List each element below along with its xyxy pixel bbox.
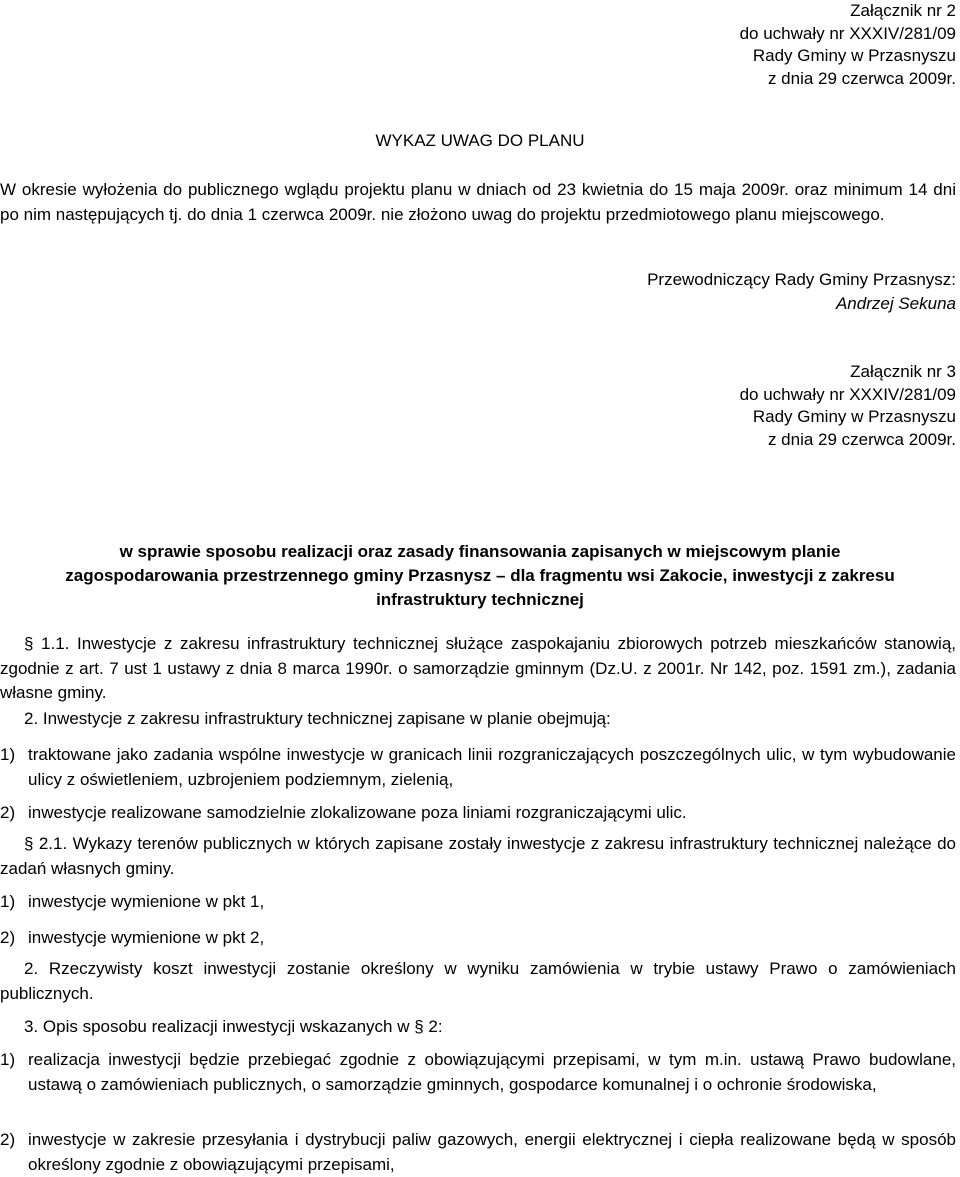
annex3-line-4: z dnia 29 czerwca 2009r. xyxy=(767,429,956,449)
annex3-heading: w sprawie sposobu realizacji oraz zasady finansowania zapisanych w miejscowym planie zagospodarowania przestrzennego gminy Przasnysz – dla fragmentu wsi Zakocie, inwestycji z zakresu infrastruktury technicznej xyxy=(65,542,895,609)
paragraph-2-3 xyxy=(0,1015,956,1040)
list-item-number: 1) xyxy=(0,745,16,764)
list-item-number: 2) xyxy=(0,803,16,822)
annex2-line-3: Rady Gminy w Przasnyszu xyxy=(752,46,956,65)
annex2-line-2: do uchwały nr XXXIV/281/09 xyxy=(739,23,956,43)
annex3-header xyxy=(0,361,956,451)
list-item-text: inwestycje wymienione w pkt 2, xyxy=(28,928,265,947)
paragraph-2-1 xyxy=(0,832,956,881)
paragraph-1-1-text: § 1.1. Inwestycje z zakresu infrastruktury technicznej służące zaspokajaniu zbiorowych potrzeb mieszkańców stanowią, zgodnie z art. 7 ust 1 ustawy z dnia 8 marca 1990r. o samorządzie gminnym (Dz.U. z 2001r. Nr 142, poz. 1591 zm.), zadania własne gminy. xyxy=(0,634,956,702)
annex2-header xyxy=(0,0,956,90)
paragraph-1-2-text: 2. Inwestycje z zakresu infrastruktury technicznej zapisane w planie obejmują: xyxy=(24,709,611,728)
list-item xyxy=(0,926,956,951)
paragraph-2-3-text: 3. Opis sposobu realizacji inwestycji wskazanych w § 2: xyxy=(24,1017,443,1036)
list-item-number: 1) xyxy=(0,1050,16,1069)
chairman-title: Przewodniczący Rady Gminy Przasnysz: xyxy=(647,270,956,289)
annex3-line-1: Załącznik nr 3 xyxy=(850,362,956,381)
list-item xyxy=(0,1048,956,1097)
list-item-number: 1) xyxy=(0,892,16,911)
chairman-signature: Andrzej Sekuna xyxy=(835,294,956,313)
paragraph-2-2-text: 2. Rzeczywisty koszt inwestycji zostanie określony w wyniku zamówienia w trybie ustawy Prawo o zamówieniach publicznych. xyxy=(0,959,956,1003)
annex2-line-4: z dnia 29 czerwca 2009r. xyxy=(767,68,956,88)
annex2-line-1: Załącznik nr 2 xyxy=(850,1,956,20)
list-item-text: traktowane jako zadania wspólne inwestycje w granicach linii rozgraniczających poszczególnych ulic, w tym wybudowanie ulicy z oświetleniem, uzbrojeniem podziemnym, zielenią, xyxy=(28,745,956,789)
paragraph-1-2 xyxy=(0,707,956,732)
paragraph-1-1 xyxy=(0,632,956,706)
annex2-title: WYKAZ UWAG DO PLANU xyxy=(375,131,585,150)
list-item-text: realizacja inwestycji będzie przebiegać zgodnie z obowiązującymi przepisami, w tym m.in. ustawą Prawo budowlane, ustawą o zamówieniach publicznych, o samorządzie gminnych, gospodarce komunalnej i o ochronie środowiska, xyxy=(28,1050,956,1094)
list-item xyxy=(0,890,956,915)
annex3-line-2: do uchwały nr XXXIV/281/09 xyxy=(739,384,956,404)
annex2-body: W okresie wyłożenia do publicznego wglądu projektu planu w dniach od 23 kwietnia do 15 maja 2009r. oraz minimum 14 dni po nim następujących tj. do dnia 1 czerwca 2009r. nie złożono uwag do projektu przedmiotowego planu miejscowego. xyxy=(0,180,956,224)
paragraph-2-1-text: § 2.1. Wykazy terenów publicznych w których zapisane zostały inwestycje z zakresu infrastruktury technicznej należące do zadań własnych gminy. xyxy=(0,834,956,878)
list-item-text: inwestycje wymienione w pkt 1, xyxy=(28,892,265,911)
list-item xyxy=(0,743,956,792)
list-item-number: 2) xyxy=(0,928,16,947)
list-item-number: 2) xyxy=(0,1130,16,1149)
list-item-text: inwestycje w zakresie przesyłania i dystrybucji paliw gazowych, energii elektrycznej i ciepła realizowane będą w sposób określony zgodnie z obowiązującymi przepisami, xyxy=(28,1130,956,1174)
annex3-line-3: Rady Gminy w Przasnyszu xyxy=(752,407,956,426)
list-item-text: inwestycje realizowane samodzielnie zlokalizowane poza liniami rozgraniczającymi ulic. xyxy=(28,803,687,822)
paragraph-2-2 xyxy=(0,957,956,1006)
list-item xyxy=(0,1128,956,1177)
list-item xyxy=(0,801,956,826)
